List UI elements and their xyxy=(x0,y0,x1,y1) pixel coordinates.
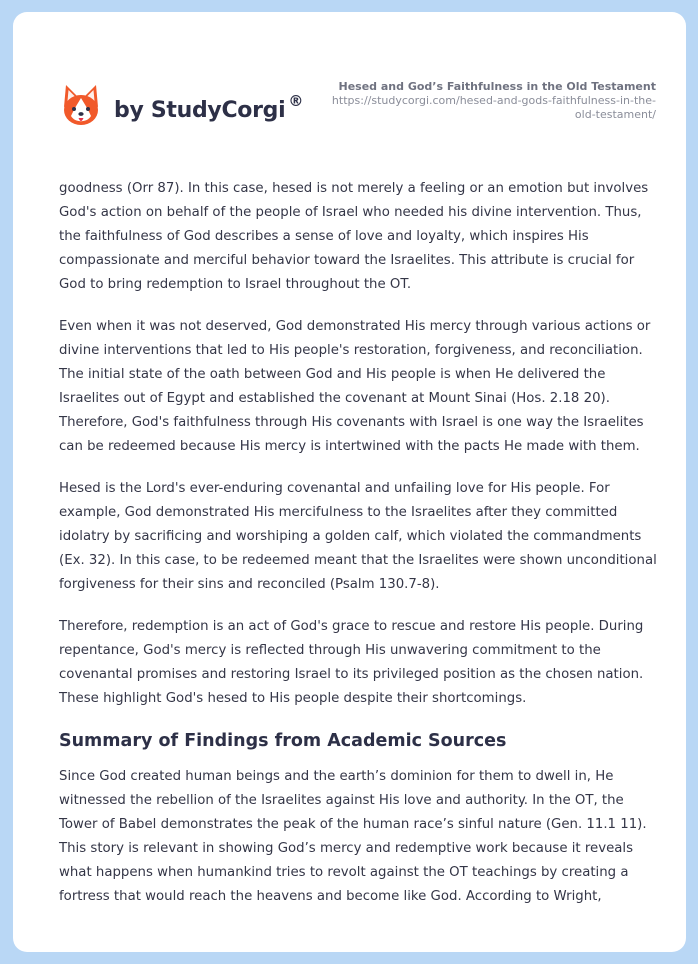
studycorgi-logo[interactable] xyxy=(61,76,303,136)
document-title: Hesed and God’s Faithfulness in the Old Testament xyxy=(338,80,656,93)
paragraph-5: Since God created human beings and the earth’s dominion for them to dwell in, He witnessed the rebellion of the Israelites against His love and authority. In the OT, the Tower of Babel demonstrates the peak of the human race’s sinful nature (Gen. 11.1 11). This story is relevant in showing God’s mercy and redemptive work because it reveals what happens when humankind tries to revolt against the OT teachings by creating a fortress that would reach the heavens and become like God. According to Wright, xyxy=(59,769,647,904)
brand-name: by StudyCorgi xyxy=(114,97,286,123)
paragraph-4: Therefore, redemption is an act of God's grace to rescue and restore His people. During repentance, God's mercy is reflected through His unwavering commitment to the covenantal promises and restoring Israel to its privileged position as the chosen nation. These highlight God's hesed to His people despite their shortcomings. xyxy=(59,619,644,706)
document-page xyxy=(13,12,686,952)
document-meta xyxy=(306,79,656,122)
paragraph-1: goodness (Orr 87). In this case, hesed is not merely a feeling or an emotion but involves God's action on behalf of the people of Israel who needed his divine intervention. Thus, the faithfulness of God describes a sense of love and loyalty, which inspires His compassionate and merciful behavior toward the Israelites. This attribute is crucial for God to bring redemption to Israel throughout the OT. xyxy=(59,181,649,292)
document-url-line-2[interactable]: old-testament/ xyxy=(574,108,656,121)
paragraph-3: Hesed is the Lord's ever-enduring covenantal and unfailing love for His people. For example, God demonstrated His mercifulness to the Israelites after they committed idolatry by sacrificing and worshiping a golden calf, which violated the commandments (Ex. 32). In this case, to be redeemed meant that the Israelites were shown unconditional forgiveness for their sins and reconciled (Psalm 130.7-8). xyxy=(59,481,657,592)
paragraph-2: Even when it was not deserved, God demonstrated His mercy through various actions or divine interventions that led to His people's restoration, forgiveness, and reconciliation. The initial state of the oath between God and His people is when He delivered the Israelites out of Egypt and established the covenant at Mount Sinai (Hos. 2.18 20). Therefore, God's faithfulness through His covenants with Israel is one way the Israelites can be redeemed because His mercy is intertwined with the pacts He made with them. xyxy=(59,319,651,454)
document-url-line-1[interactable]: https://studycorgi.com/hesed-and-gods-faithfulness-in-the- xyxy=(331,94,656,107)
document-body xyxy=(59,177,659,927)
section-heading: Summary of Findings from Academic Sources xyxy=(59,731,507,751)
registered-mark: ® xyxy=(288,92,304,110)
corgi-icon xyxy=(61,83,101,129)
